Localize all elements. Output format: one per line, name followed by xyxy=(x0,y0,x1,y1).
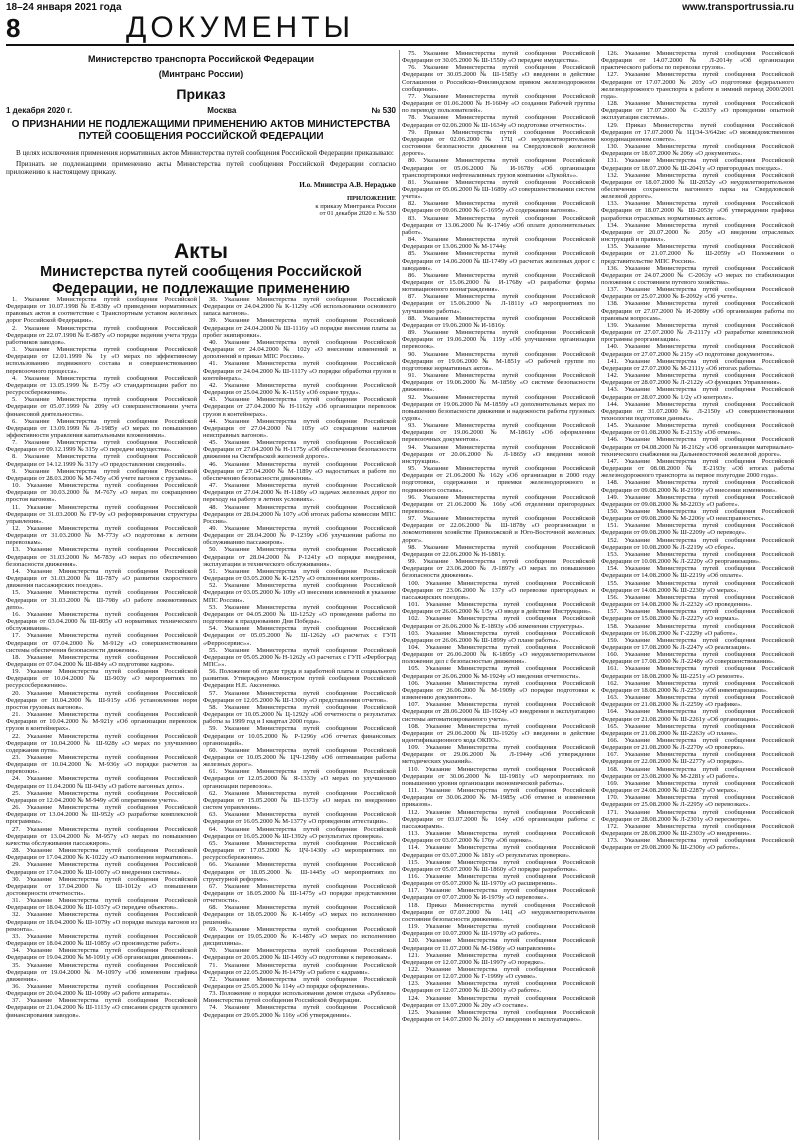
act-item: 40. Указание Министерства путей сообщения Российской Федерации от 24.04.2000 № 102у «О внесении изменений и дополнений в приказ МПС России». xyxy=(203,338,396,361)
column-divider xyxy=(199,296,200,1140)
act-item: 27. Указание Министерства путей сообщения Российской Федерации от 13.04.2000 № М-957у «О мерах по повышению качества обслуживания пассажиров». xyxy=(6,825,197,847)
order-block xyxy=(6,50,396,218)
act-item: 50. Указание Министерства путей сообщения Российской Федерации от 28.04.2000 № Р-1241у «О порядке внедрения, эксплуатации и технического обслуживания». xyxy=(203,546,396,568)
act-item: 143. Указание Министерства путей сообщения Российской Федерации от 28.07.2000 № 1/2у «О контроле». xyxy=(601,386,794,401)
act-item: 14. Указание Министерства путей сообщения Российской Федерации от 31.03.2000 № Ш-787у «О развитии скоростного движения пассажирских поездов». xyxy=(6,567,197,590)
order-number: № 530 xyxy=(371,106,396,115)
ministry-name: Министерство транспорта Российской Федерации xyxy=(88,54,314,64)
act-item: 88. Указание Министерства путей сообщения Российской Федерации от 19.06.2000 № И-1816у. xyxy=(402,314,595,329)
act-item: 141. Указание Министерства путей сообщения Российской Федерации от 27.07.2000 № М-2111у «Об итогах работы». xyxy=(601,357,794,372)
act-item: 78. Указание Министерства путей сообщения Российской Федерации от 02.06.2000 № Ш-1634у «О подготовке отчетности». xyxy=(402,114,595,129)
act-item: 53. Указание Министерства путей сообщения Российской Федерации от 04.05.2000 № Ш-1252у «О проведении работы по подготовке к празднованию Дня Победы». xyxy=(203,603,396,626)
act-item: 3. Указание Министерства путей сообщения Российской Федерации от 12.01.1999 № 1у «О мерах по эффективному использованию подвижного состава и совершенствованию перевозочного процесса». xyxy=(6,346,197,375)
ministry-short: (Минтранс России) xyxy=(158,69,244,79)
order-title: О ПРИЗНАНИИ НЕ ПОДЛЕЖАЩИМИ ПРИМЕНЕНИЮ АКТОВ МИНИСТЕРСТВА ПУТЕЙ СООБЩЕНИЯ РОССИЙСКОЙ ФЕДЕРАЦИИ xyxy=(11,119,391,142)
act-item: 104. Указание Министерства путей сообщения Российской Федерации от 26.06.2000 № К-1895у «О неудовлетворительном положении дел с безопасностью движения». xyxy=(402,643,595,666)
act-item: 4. Указание Министерства путей сообщения Российской Федерации от 13.05.1999 № Е-75у «О стандартизации работ по ресурсосбережению». xyxy=(6,374,197,397)
order-body: В целях исключения применения нормативных актов Министерства путей сообщения Российской Федерации приказываю: xyxy=(16,149,394,157)
act-item: 13. Указание Министерства путей сообщения Российской Федерации от 31.03.2000 № М-783у «О мерах по обеспечению безопасности движения». xyxy=(6,546,197,568)
act-item: 71. Указание Министерства путей сообщения Российской Федерации от 22.05.2000 № Н-1479у «О работе с кадрами». xyxy=(203,961,396,976)
act-item: 111. Указание Министерства путей сообщения Российской Федерации от 30.06.2000 № М-1985у «Об отмене и изменении приказов». xyxy=(402,787,595,809)
act-item: 124. Указание Министерства путей сообщения Российской Федерации от 13.07.2000 № 20у «О составе». xyxy=(402,994,595,1009)
act-item: 9. Указание Министерства путей сообщения Российской Федерации от 28.03.2000 № М-745у «Об учете вагонов с грузами». xyxy=(6,467,197,482)
act-item: 159. Указание Министерства путей сообщения Российской Федерации от 17.08.2000 № Л-2247у «О реализации». xyxy=(601,636,794,651)
act-item: 52. Указание Министерства путей сообщения Российской Федерации от 03.05.2000 № 109у «О внесении изменений в указание МПС России». xyxy=(203,582,396,604)
act-item: 73. Положение о порядке использования домов отдыха «Рублево» Министерства путей сообщения Российской Федерации. xyxy=(203,990,396,1005)
act-item: 118. Приказ Министерства путей сообщения Российской Федерации от 07.07.2000 № 14Ц «О неудовлетворительном состоянии безопасности движения». xyxy=(402,901,595,923)
act-item: 85. Указание Министерства путей сообщения Российской Федерации от 14.06.2000 № Ш-1749у «О расчетах железных дорог с заводами». xyxy=(402,250,595,272)
act-item: 109. Указание Министерства путей сообщения Российской Федерации от 29.06.2000 № Л-1944у «Об утверждении методических указаний». xyxy=(402,744,595,766)
act-item: 123. Указание Министерства путей сообщения Российской Федерации от 12.07.2000 № Ш-2001у «О работе». xyxy=(402,980,595,995)
act-item: 15. Указание Министерства путей сообщения Российской Федерации от 31.03.2000 № Ш-798у «О работе локомотивных депо». xyxy=(6,589,197,611)
act-item: 33. Указание Министерства путей сообщения Российской Федерации от 18.04.2000 № Ш-1085у «О производстве работ». xyxy=(6,932,197,948)
act-item: 126. Указание Министерства путей сообщения Российской Федерации от 14.07.2000 № Л-2014у «Об организации практического работы по перевозке грузов». xyxy=(601,50,794,72)
act-item: 108. Указание Министерства путей сообщения Российской Федерации от 29.06.2000 № Ш-1926у «О введении в действие идентификационного кода ОКПО». xyxy=(402,722,595,744)
act-item: 51. Указание Министерства путей сообщения Российской Федерации от 03.05.2000 № К-1257у «О отклонении контроля». xyxy=(203,567,396,583)
act-item: 98. Указание Министерства путей сообщения Российской Федерации от 22.06.2000 № Н-1881у. xyxy=(402,543,595,558)
act-item: 97. Указание Министерства путей сообщения Российской Федерации от 22.06.2000 № Ш-1878у «О реорганизации в локомотивном хозяйстве Приволжской и Юго-Восточной железных дорог». xyxy=(402,515,595,544)
act-item: 96. Указание Министерства путей сообщения Российской Федерации от 21.06.2000 № 166у «Об отделении пригородных перевозок». xyxy=(402,493,595,515)
act-item: 164. Указание Министерства путей сообщения Российской Федерации от 21.08.2000 № Ш-2261у «Об организации». xyxy=(601,708,794,723)
act-item: 122. Указание Министерства путей сообщения Российской Федерации от 12.07.2000 № Г-1999у «О сумме». xyxy=(402,966,595,981)
act-item: 166. Указание Министерства путей сообщения Российской Федерации от 21.08.2000 № Л-2270у «О проверке». xyxy=(601,737,794,752)
act-item: 156. Указание Министерства путей сообщения Российской Федерации от 14.08.2000 № Л-2232у «О проведении». xyxy=(601,593,794,609)
act-item: 125. Указание Министерства путей сообщения Российской Федерации от 14.07.2000 № 201у «О введении в эксплуатацию». xyxy=(402,1008,595,1024)
acts-heading xyxy=(6,240,396,298)
act-item: 72. Указание Министерства путей сообщения Российской Федерации от 25.05.2000 № 114у «О порядке оформления». xyxy=(203,975,396,990)
act-item: 154. Указание Министерства путей сообщения Российской Федерации от 14.08.2000 № Ш-2219у «Об оплате». xyxy=(601,565,794,580)
act-item: 116. Указание Министерства путей сообщения Российской Федерации от 05.07.2000 № Ш-1970у «О расширении». xyxy=(402,872,595,888)
act-item: 94. Указание Министерства путей сообщения Российской Федерации от 20.06.2000 № Л-1865у «О введении новой инструкции». xyxy=(402,443,595,465)
act-item: 131. Указание Министерства путей сообщения Российской Федерации от 18.07.2000 № Ш-2041у «О пригородных поездах». xyxy=(601,157,794,172)
act-item: 47. Указание Министерства путей сообщения Российской Федерации от 27.04.2000 № Н-1186у «О задачах железных дорог по переходу на работу в летних условиях». xyxy=(203,482,396,504)
act-item: 55. Указание Министерства путей сообщения Российской Федерации от 05.05.2000 № Н-1262у «О расчетах с ГУП «Фербоград МПС»». xyxy=(203,646,396,668)
act-item: 142. Указание Министерства путей сообщения Российской Федерации от 28.07.2000 № Л-2122у «О функциях Управления». xyxy=(601,372,794,387)
act-item: 149. Указание Министерства путей сообщения Российской Федерации от 09.08.2000 № М-2203у «О работе». xyxy=(601,493,794,508)
act-item: 102. Указание Министерства путей сообщения Российской Федерации от 26.06.2000 № Е-1893у «Об изменении структуры». xyxy=(402,615,595,630)
act-item: 38. Указание Министерства путей сообщения Российской Федерации от 24.04.2000 № К-1129у «Об использовании основного запаса вагонов». xyxy=(203,296,396,318)
act-item: 150. Указание Министерства путей сообщения Российской Федерации от 09.08.2000 № М-2206у «О неисправностях». xyxy=(601,508,794,523)
act-item: 69. Указание Министерства путей сообщения Российской Федерации от 19.05.2000 № К-1487у «О мерах по исполнению дисциплины». xyxy=(203,925,396,948)
text-column-3 xyxy=(402,50,595,1140)
act-item: 17. Указание Министерства путей сообщения Российской Федерации от 07.04.2000 № М-912у «О совершенствовании системы обеспечения безопасности движения». xyxy=(6,632,197,654)
act-item: 34. Указание Министерства путей сообщения Российской Федерации от 19.04.2000 № М-1091у «Об организации движения». xyxy=(6,947,197,962)
act-item: 121. Указание Министерства путей сообщения Российской Федерации от 12.07.2000 № Ш-1997у «О порядке». xyxy=(402,951,595,966)
act-item: 82. Указание Министерства путей сообщения Российской Федерации от 09.06.2000 № С-1695у «О содержании вагонов». xyxy=(402,200,595,215)
act-item: 103. Указание Министерства путей сообщения Российской Федерации от 26.06.2000 № Ш-1899у «О плане работы». xyxy=(402,629,595,644)
act-item: 70. Указание Министерства путей сообщения Российской Федерации от 20.05.2000 № Ш-1493у «О подготовке к перевозкам». xyxy=(203,947,396,962)
act-item: 132. Указание Министерства путей сообщения Российской Федерации от 18.07.2000 № Ш-2052у «О неудовлетворительном обеспечении сохранности вагонного парка на Свердловской железной дороге». xyxy=(601,171,794,201)
act-item: 10. Указание Министерства путей сообщения Российской Федерации от 30.03.2000 № М-767у «О мерах по сокращению простоя вагонов». xyxy=(6,482,197,504)
act-item: 29. Указание Министерства путей сообщения Российской Федерации от 17.04.2000 № Ш-1007у «О внедрении системы». xyxy=(6,861,197,876)
act-item: 170. Указание Министерства путей сообщения Российской Федерации от 25.08.2000 № Л-2295у «О перевозках». xyxy=(601,794,794,809)
act-item: 20. Указание Министерства путей сообщения Российской Федерации от 10.04.2000 № Ш-915у «Об установлении норм простоя грузовых вагонов». xyxy=(6,689,197,711)
act-item: 77. Указание Министерства путей сообщения Российской Федерации от 01.06.2000 № Н-1604у «О создании Рабочей группы по переводу пользователей». xyxy=(402,92,595,115)
appendix-note xyxy=(6,195,396,218)
act-item: 22. Указание Министерства путей сообщения Российской Федерации от 10.04.2000 № Ш-928у «О мерах по улучшению содержания пути». xyxy=(6,732,197,754)
act-item: 99. Указание Министерства путей сообщения Российской Федерации от 23.06.2000 № Л-1897у «О мерах по повышению безопасности движения». xyxy=(402,558,595,580)
order-type: Приказ xyxy=(176,86,226,102)
act-item: 42. Указание Министерства путей сообщения Российской Федерации от 25.04.2000 № К-1151у «Об охране труда». xyxy=(203,381,396,397)
act-item: 148. Указание Министерства путей сообщения Российской Федерации от 09.08.2000 № И-2199у «О внесении изменения». xyxy=(601,479,794,494)
act-item: 23. Указание Министерства путей сообщения Российской Федерации от 10.04.2000 № М-936у «О порядке расчетов за перевозки». xyxy=(6,754,197,776)
act-item: 161. Указание Министерства путей сообщения Российской Федерации от 18.08.2000 № Ш-2251у «О ремонте». xyxy=(601,665,794,680)
act-item: 119. Указание Министерства путей сообщения Российской Федерации от 10.07.2000 № Ш-1978у «О работе». xyxy=(402,923,595,938)
text-column-1 xyxy=(6,296,197,1140)
act-item: 7. Указание Министерства путей сообщения Российской Федерации от 09.12.1999 № 315у «О передаче имущества». xyxy=(6,439,197,454)
act-item: 61. Указание Министерства путей сообщения Российской Федерации от 12.05.2000 № Я-1333у «О мерах по улучшению организации перевозок». xyxy=(203,768,396,790)
page-number: 8 xyxy=(6,13,21,43)
act-item: 48. Указание Министерства путей сообщения Российской Федерации от 28.04.2000 № 107у «Об итогах работы комиссии МПС России». xyxy=(203,503,396,525)
act-item: 160. Указание Министерства путей сообщения Российской Федерации от 17.08.2000 № Л-2248у «О совершенствовании». xyxy=(601,651,794,666)
act-item: 1. Указание Министерства путей сообщения Российской Федерации от 10.07.1998 № Е-838у «О приведении нормативных правовых актов в соответствие с Транспортным уставом железных дорог Российской Федерации». xyxy=(6,296,197,325)
site-url[interactable]: www.transportrussia.ru xyxy=(682,2,794,13)
act-item: 110. Указание Министерства путей сообщения Российской Федерации от 30.06.2000 № Ш-1981у «О мероприятиях по повышению уровня организации экономической работы». xyxy=(402,765,595,787)
act-item: 172. Указание Министерства путей сообщения Российской Федерации от 28.08.2000 № Ш-2303у «О внедрении». xyxy=(601,822,794,838)
act-item: 151. Указание Министерства путей сообщения Российской Федерации от 09.08.2000 № Ш-2209у «О переводе». xyxy=(601,522,794,537)
act-item: 130. Указание Министерства путей сообщения Российской Федерации от 18.07.2000 № 206у «О документах». xyxy=(601,143,794,158)
act-item: 66. Указание Министерства путей сообщения Российской Федерации от 18.05.2000 № Ш-1445у «О мероприятиях по структурной реформе». xyxy=(203,861,396,883)
act-item: 155. Указание Министерства путей сообщения Российской Федерации от 14.08.2000 № Ш-2230у «О мерах». xyxy=(601,579,794,594)
appendix-label: ПРИЛОЖЕНИЕ xyxy=(346,195,396,203)
act-item: 86. Указание Министерства путей сообщения Российской Федерации от 15.06.2000 № И-1768у «О разработке формы мотивационного вознаграждения». xyxy=(402,271,595,294)
issue-date: 18–24 января 2021 года xyxy=(6,2,122,13)
act-item: 171. Указание Министерства путей сообщения Российской Федерации от 28.08.2000 № Л-2301у «О пересмотре». xyxy=(601,808,794,823)
text-column-4 xyxy=(601,50,794,1140)
act-item: 136. Указание Министерства путей сообщения Российской Федерации от 24.07.2000 № С-2063у «О мерах по стабилизации положения с состоянием путевого хозяйства». xyxy=(601,264,794,286)
act-item: 43. Указание Министерства путей сообщения Российской Федерации от 27.04.2000 № Н-1162у «Об организации перевозок грузов в контейнерах». xyxy=(203,396,396,418)
act-item: 46. Указание Министерства путей сообщения Российской Федерации от 27.04.2000 № М-1189у «О надостатках в работе по обеспечению безопасности движения». xyxy=(203,460,396,482)
act-item: 145. Указание Министерства путей сообщения Российской Федерации от 01.08.2000 № Е-2153у «Об отмене». xyxy=(601,422,794,437)
act-item: 133. Указание Министерства путей сообщения Российской Федерации от 18.07.2000 № Ш-2053у «Об утверждении графика разработки отраслевых нормативных актов». xyxy=(601,200,794,222)
order-meta xyxy=(6,106,396,115)
act-item: 144. Указание Министерства путей сообщения Российской Федерации от 31.07.2000 № Л-2150у «О совершенствовании технологии подготовки данных». xyxy=(601,400,794,422)
act-item: 168. Указание Министерства путей сообщения Российской Федерации от 23.08.2000 № М-2281у «О работе». xyxy=(601,765,794,780)
act-item: 64. Указание Министерства путей сообщения Российской Федерации от 16.05.2000 № Ш-1392у «О результатах проверки». xyxy=(203,825,396,840)
act-item: 137. Указание Министерства путей сообщения Российской Федерации от 25.07.2000 № Б-2092у «Об учете». xyxy=(601,286,794,301)
act-item: 87. Указание Министерства путей сообщения Российской Федерации от 15.06.2000 № Л-1811у «О мероприятиях по улучшению работы». xyxy=(402,293,595,315)
appendix-line-2: от 01 декабря 2020 г. № 530 xyxy=(319,210,396,218)
act-item: 95. Указание Министерства путей сообщения Российской Федерации от 21.06.2000 № 162у «Об организации в 2000 году подготовки, содержании и приемки железнодорожного и подвижного состава». xyxy=(402,465,595,494)
act-item: 11. Указание Министерства путей сообщения Российской Федерации от 31.03.2000 № ГР-9у «О реформировании структуры управления». xyxy=(6,503,197,525)
order-date: 1 декабря 2020 г. xyxy=(6,106,73,115)
act-item: 44. Указание Министерства путей сообщения Российской Федерации от 27.04.2000 № 105у «О сокращении наличия неисправных вагонов». xyxy=(203,417,396,439)
act-item: 19. Указание Министерства путей сообщения Российской Федерации от 10.04.2000 № Ш-903у «О мероприятиях по ресурсосбережению». xyxy=(6,668,197,690)
act-item: 169. Указание Министерства путей сообщения Российской Федерации от 24.08.2000 № Ш-2287у «О мерах». xyxy=(601,779,794,795)
act-item: 100. Указание Министерства путей сообщения Российской Федерации от 23.06.2000 № 137у «О перевозке пригородных и пассажирских поездов». xyxy=(402,579,595,601)
act-item: 135. Указание Министерства путей сообщения Российской Федерации от 21.07.2000 № Ш-2059у «О Положении о представительстве МПС России». xyxy=(601,243,794,265)
act-item: 157. Указание Министерства путей сообщения Российской Федерации от 15.08.2000 № Л-2227у «О нормах». xyxy=(601,608,794,623)
act-item: 91. Указание Министерства путей сообщения Российской Федерации от 19.06.2000 № М-1856у «О системе безопасности движения». xyxy=(402,372,595,394)
act-item: 2. Указание Министерства путей сообщения Российской Федерации от 22.07.1998 № Е-887у «О порядке ведения учета труда работников заводов». xyxy=(6,324,197,346)
acts-title: Акты xyxy=(174,240,228,263)
header-rule xyxy=(6,44,794,46)
act-item: 60. Указание Министерства путей сообщения Российской Федерации от 10.05.2000 № ЦЧ-1298у «Об оптимизации работы железных дорог». xyxy=(203,746,396,769)
act-item: 84. Указание Министерства путей сообщения Российской Федерации от 13.06.2000 № М-1744у. xyxy=(402,236,595,251)
act-item: 147. Указание Министерства путей сообщения Российской Федерации от 08.08.2000 № Е-2193у «Об итогах работы железнодорожного транспорта за первое полугодие 2000 года». xyxy=(601,457,794,480)
act-item: 107. Указание Министерства путей сообщения Российской Федерации от 28.06.2000 № Ш-1924у «О внедрении в эксплуатацию системы автоматизированного учета». xyxy=(402,701,595,723)
act-item: 57. Указание Министерства путей сообщения Российской Федерации от 12.05.2000 № Ш-1300у «О представлении отчетов». xyxy=(203,689,396,704)
act-item: 35. Указание Министерства путей сообщения Российской Федерации от 19.04.2000 № М-1097у «Об изменении графика движения». xyxy=(6,961,197,983)
acts-subtitle: Министерства путей сообщения Российской Федерации, не подлежащие применению xyxy=(40,264,362,297)
act-item: 129. Приказ Министерства путей сообщения Российской Федерации от 17.07.2000 № 1Ц/34-3/642ис «О межведомственном координационном совете». xyxy=(601,121,794,143)
act-item: 158. Указание Министерства путей сообщения Российской Федерации от 16.08.2000 № Г-2229у «О работе». xyxy=(601,622,794,637)
act-item: 30. Указание Министерства путей сообщения Российской Федерации от 17.04.2000 № Ш-1012у «О повышении достоверности отчетности». xyxy=(6,875,197,897)
act-item: 120. Указание Министерства путей сообщения Российской Федерации от 11.07.2000 № М-1986у «О направлении» xyxy=(402,937,595,952)
act-item: 21. Указание Министерства путей сообщения Российской Федерации от 10.04.2000 № М-921у «Об организации перевозок грузов в контейнерах». xyxy=(6,711,197,733)
act-item: 139. Указание Министерства путей сообщения Российской Федерации от 27.07.2000 № Л-2117у «О разработке комплексной программы реорганизации». xyxy=(601,321,794,344)
act-item: 152. Указание Министерства путей сообщения Российской Федерации от 10.08.2000 № Л-2219у «О сборе». xyxy=(601,536,794,551)
act-item: 41. Указание Министерства путей сообщения Российской Федерации от 24.04.2000 № Ш-1117у «О порядке обработки грузов в контейнерах». xyxy=(203,360,396,382)
act-item: 112. Указание Министерства путей сообщения Российской Федерации от 03.07.2000 № 164у «Об организации работы с пассажирами». xyxy=(402,808,595,830)
act-item: 140. Указание Министерства путей сообщения Российской Федерации от 27.07.2000 № 215у «О подготовке документов». xyxy=(601,343,794,358)
act-item: 93. Указание Министерства путей сообщения Российской Федерации от 19.06.2000 № М-1861у «Об оформлении перевозочных документов». xyxy=(402,422,595,444)
act-item: 63. Указание Министерства путей сообщения Российской Федерации от 16.05.2000 № М-1377у «О проведении аттестации». xyxy=(203,811,396,826)
act-item: 28. Указание Министерства путей сообщения Российской Федерации от 17.04.2000 № К-1022у «О выполнении нормативов». xyxy=(6,847,197,862)
signature: И.о. Министра А.В. Нерадько xyxy=(299,180,396,189)
act-item: 58. Указание Министерства путей сообщения Российской Федерации от 10.05.2000 № Ц-1292у «Об отчетности о результатах работы за 1999 год и I квартал 2000 года». xyxy=(203,703,396,726)
act-item: 146. Указание Министерства путей сообщения Российской Федерации от 04.08.2000 № И-2162у «Об организации материально-технического снабжения на Дальневосточной железной дороге». xyxy=(601,436,794,458)
act-item: 105. Указание Министерства путей сообщения Российской Федерации от 26.06.2000 № М-1924у «О введении отчетности». xyxy=(402,665,595,680)
act-item: 39. Указание Министерства путей сообщения Российской Федерации от 24.04.2000 № Ш-1116у «О порядке внесения платы за пробег экипировки». xyxy=(203,317,396,339)
act-item: 37. Указание Министерства путей сообщения Российской Федерации от 21.04.2000 № Ш-1113у «О списании средств целевого финансирования заводов». xyxy=(6,997,197,1019)
act-item: 114. Указание Министерства путей сообщения Российской Федерации от 03.07.2000 № 181у «О результатах проверки». xyxy=(402,844,595,859)
act-item: 54. Указание Министерства путей сообщения Российской Федерации от 05.05.2000 № Ш-1262у «О расчетах с ГУП «Ферросервис»». xyxy=(203,625,396,647)
act-item: 45. Указание Министерства путей сообщения Российской Федерации от 27.04.2000 № Н-1175у «Об обеспечении безопасности движения на Октябрьской железной дороге». xyxy=(203,439,396,461)
text-column-2 xyxy=(203,296,396,1140)
act-item: 5. Указание Министерства путей сообщения Российской Федерации от 05.07.1999 № 209у «О совершенствовании учета финансовой деятельности». xyxy=(6,396,197,418)
column-divider xyxy=(399,50,400,1140)
act-item: 76. Указание Министерства путей сообщения Российской Федерации от 30.05.2000 № Ш-1585у «О введении в действие Соглашения о Российско-Финляндском прямом железнодорожном сообщении». xyxy=(402,64,595,93)
act-item: 153. Указание Министерства путей сообщения Российской Федерации от 10.08.2000 № Л-2220у «О реорганизации». xyxy=(601,550,794,566)
act-item: 127. Указание Министерства путей сообщения Российской Федерации от 17.07.2000 № 203у «О подготовке федерального железнодорожного транспорта к работе в зимний период 2000/2001 года». xyxy=(601,71,794,100)
act-item: 56. Положение об отделе труда и заработной платы и социального развития. Утверждено Министром путей сообщения Российской Федерации Н.Е. Аксененко. xyxy=(203,668,396,690)
act-item: 83. Указание Министерства путей сообщения Российской Федерации от 13.06.2000 № К-1746у «Об оплате дополнительных работ». xyxy=(402,214,595,236)
act-item: 12. Указание Министерства путей сообщения Российской Федерации от 31.03.2000 № М-773у «О подготовке к летним перевозкам». xyxy=(6,525,197,547)
act-item: 8. Указание Министерства путей сообщения Российской Федерации от 14.12.1999 № 317у «О предоставлении сведений». xyxy=(6,453,197,468)
page-header xyxy=(6,0,794,44)
act-item: 59. Указание Министерства путей сообщения Российской Федерации от 10.05.2000 № Р-1296у «Об отчетах финансовых организаций». xyxy=(203,725,396,747)
act-item: 90. Указание Министерства путей сообщения Российской Федерации от 19.06.2000 № М-1851у «О рабочей группе по подготовке нормативных актов». xyxy=(402,350,595,372)
act-item: 65. Указание Министерства путей сообщения Российской Федерации от 17.05.2000 № ЦЧ-1430у «О мероприятиях по ресурсосбережению». xyxy=(203,839,396,862)
appendix-line-1: к приказу Минтранса России xyxy=(315,202,396,210)
act-item: 6. Указание Министерства путей сообщения Российской Федерации от 13.09.1999 № Л-1985у «О мерах по повышению эффективности управления капитальными вложениями». xyxy=(6,417,197,439)
act-item: 106. Указание Министерства путей сообщения Российской Федерации от 26.06.2000 № М-1909у «О порядке подготовки к изменению документов». xyxy=(402,679,595,702)
act-item: 18. Указание Министерства путей сообщения Российской Федерации от 07.04.2000 № Ш-884у «О подготовке кадров». xyxy=(6,653,197,668)
act-item: 81. Указание Министерства путей сообщения Российской Федерации от 05.06.2000 № Ш-1689у «О совершенствовании систем учета». xyxy=(402,178,595,201)
act-item: 117. Указание Министерства путей сообщения Российской Федерации от 07.07.2000 № И-1979у «О перевозке». xyxy=(402,887,595,902)
act-item: 165. Указание Министерства путей сообщения Российской Федерации от 21.08.2000 № Ш-2263у «О плане». xyxy=(601,722,794,737)
act-item: 89. Указание Министерства путей сообщения Российской Федерации от 19.06.2000 № 119у «Об улучшении организации перевозок». xyxy=(402,329,595,351)
act-item: 113. Указание Министерства путей сообщения Российской Федерации от 03.07.2000 № 176у «Об оценке». xyxy=(402,830,595,845)
act-item: 115. Указание Министерства путей сообщения Российской Федерации от 05.07.2000 № Ш-1860у «О порядке разработки». xyxy=(402,858,595,873)
act-item: 26. Указание Министерства путей сообщения Российской Федерации от 13.04.2000 № Ш-952у «О разработке комплексной программы». xyxy=(6,804,197,826)
act-item: 74. Указание Министерства путей сообщения Российской Федерации от 29.05.2000 № 116у «Об утверждении». xyxy=(203,1004,396,1019)
act-item: 67. Указание Министерства путей сообщения Российской Федерации от 18.05.2000 № Ш-1475у «О порядке представления отчетности». xyxy=(203,882,396,905)
order-body-2: Признать не подлежащими применению акты Министерства путей сообщения Российской Федерации согласно приложению к настоящему приказу. xyxy=(6,159,396,177)
act-item: 31. Указание Министерства путей сообщения Российской Федерации от 18.04.2000 № Ш-1037у «О передаче объектов». xyxy=(6,897,197,912)
act-item: 138. Указание Министерства путей сообщения Российской Федерации от 27.07.2000 № И-2089у «Об организации работы по правовым вопросам». xyxy=(601,300,794,322)
act-item: 163. Указание Министерства путей сообщения Российской Федерации от 21.08.2000 № Л-2259у «О графике». xyxy=(601,694,794,709)
order-city: Москва xyxy=(207,106,237,115)
act-item: 101. Указание Министерства путей сообщения Российской Федерации от 26.06.2000 № 1/5у «О вводе в действие Инструкции». xyxy=(402,601,595,616)
act-item: 167. Указание Министерства путей сообщения Российской Федерации от 22.08.2000 № Ш-2277у «О порядке». xyxy=(601,751,794,766)
act-item: 32. Указание Министерства путей сообщения Российской Федерации от 18.04.2000 № Ш-1079у «О порядке выхода вагонов из ремонта». xyxy=(6,911,197,933)
act-item: 49. Указание Министерства путей сообщения Российской Федерации от 28.04.2000 № Р-1239у «Об улучшении работы по обслуживанию пассажиров». xyxy=(203,525,396,547)
act-item: 68. Указание Министерства путей сообщения Российской Федерации от 18.05.2000 № К-1495у «О мерах по исполнению решений». xyxy=(203,904,396,926)
act-item: 24. Указание Министерства путей сообщения Российской Федерации от 11.04.2000 № Ш-943у «О работе вагонных депо». xyxy=(6,775,197,790)
act-item: 36. Указание Министерства путей сообщения Российской Федерации от 20.04.2000 № Ш-1098у «О работе аппарата». xyxy=(6,983,197,998)
column-divider xyxy=(598,50,599,1140)
act-item: 25. Указание Министерства путей сообщения Российской Федерации от 12.04.2000 № М-949у «Об оперативном учете». xyxy=(6,789,197,804)
act-item: 75. Указание Министерства путей сообщения Российской Федерации от 30.05.2000 № Ш-1550у «О передаче имущества». xyxy=(402,50,595,65)
section-title: ДОКУМЕНТЫ xyxy=(126,11,355,44)
act-item: 162. Указание Министерства путей сообщения Российской Федерации от 18.08.2000 № Л-2253у «Об инвентаризации». xyxy=(601,679,794,694)
act-item: 16. Указание Министерства путей сообщения Российской Федерации от 03.04.2000 № Ш-805у «О нормативах технического обслуживания». xyxy=(6,610,197,633)
act-item: 173. Указание Министерства путей сообщения Российской Федерации от 29.08.2000 № Ш-2306у «О работе». xyxy=(601,837,794,852)
act-item: 134. Указание Министерства путей сообщения Российской Федерации от 20.07.2000 № 205у «О введении отраслевых инструкций и правил». xyxy=(601,221,794,244)
act-item: 62. Указание Министерства путей сообщения Российской Федерации от 15.05.2000 № Ш-1373у «О мерах по внедрению систем управления». xyxy=(203,789,396,812)
act-item: 80. Указание Министерства путей сообщения Российской Федерации от 05.06.2000 № И-1678у «Об организации транспортировки нефтеналивных грузов компании «Лукойл»». xyxy=(402,157,595,179)
act-item: 92. Указание Министерства путей сообщения Российской Федерации от 19.06.2000 № М-1859у «О дополнительных мерах по повышению безопасности движения и надежности работы грузовых судов». xyxy=(402,393,595,422)
act-item: 79. Приказ Министерства путей сообщения Российской Федерации от 02.06.2000 № 17Ц «О неудовлетворительном состоянии безопасности движения на Свердловской железной дороге». xyxy=(402,128,595,158)
act-item: 128. Указание Министерства путей сообщения Российской Федерации от 17.07.2000 № С-2037у «О проведении опытной эксплуатации системы». xyxy=(601,100,794,122)
